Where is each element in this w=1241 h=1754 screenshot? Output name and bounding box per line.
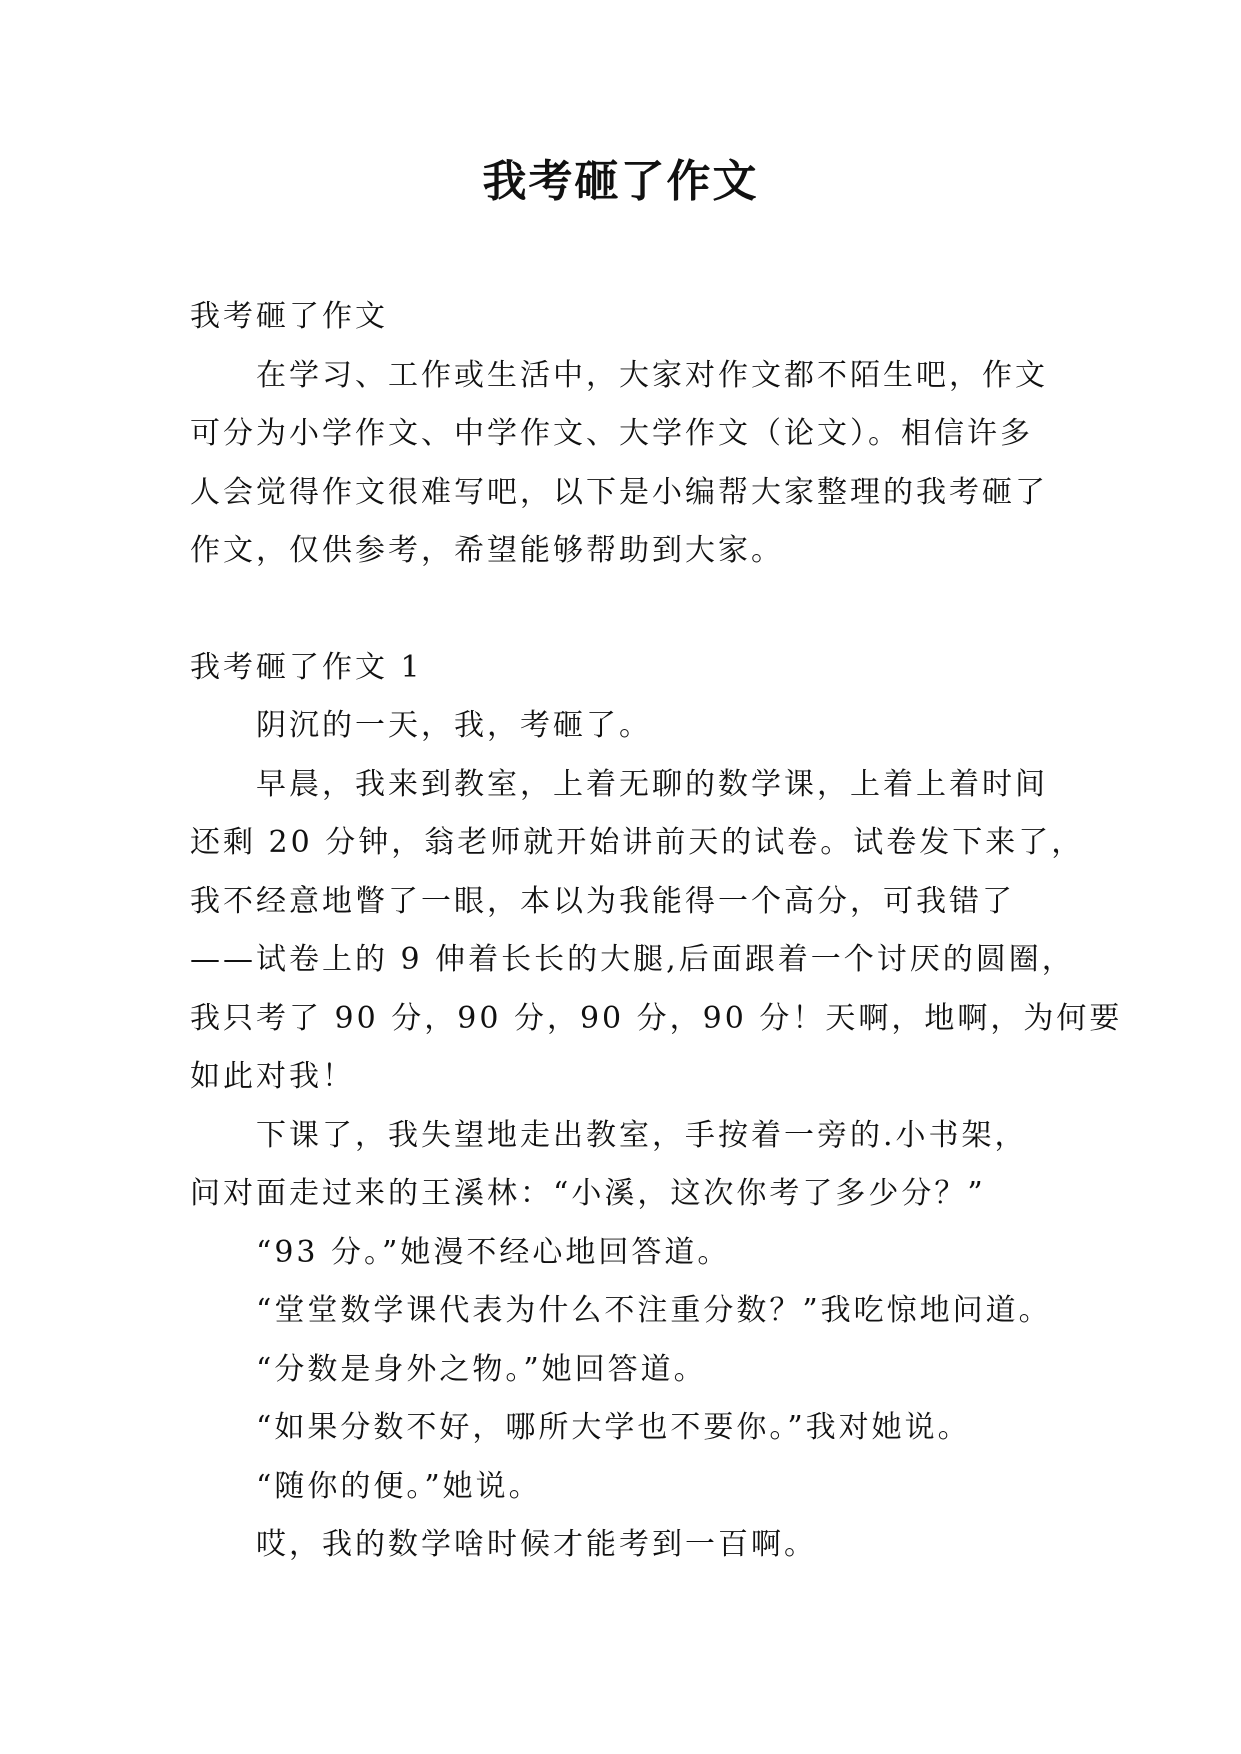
paragraph-line: 如此对我！ [190,1059,355,1094]
dialogue-line: “堂堂数学课代表为什么不注重分数？”我吃惊地问道。 [256,1293,1052,1328]
dialogue-line: “如果分数不好，哪所大学也不要你。”我对她说。 [256,1410,971,1445]
dialogue-line: “93 分。”她漫不经心地回答道。 [256,1234,731,1270]
document-title: 我考砸了作文 [482,156,759,207]
paragraph-line: 问对面走过来的王溪林：“小溪，这次你考了多少分？” [190,1176,986,1211]
dialogue-line: “分数是身外之物。”她回答道。 [256,1351,707,1387]
paragraph-line: 下课了，我失望地走出教室，手按着一旁的.小书架， [256,1117,1028,1153]
paragraph-line: 早晨，我来到教室，上着无聊的数学课，上着上着时间 [256,766,1048,802]
dialogue-line: “随你的便。”她说。 [256,1468,542,1504]
document-body [190,288,1123,1575]
paragraph-line: 我只考了 90 分，90 分，90 分，90 分！天啊，地啊，为何要 [190,1000,1123,1036]
paragraph-spacer [190,581,1070,639]
section-heading: 我考砸了作文 1 [190,649,423,685]
paragraph-line: 作文，仅供参考，希望能够帮助到大家。 [190,533,784,568]
paragraph-line: 还剩 20 分钟，翁老师就开始讲前天的试卷。试卷发下来了， [190,825,1085,860]
paragraph-line: 我不经意地瞥了一眼，本以为我能得一个高分，可我错了 [190,883,1015,919]
paragraph-line: 在学习、工作或生活中，大家对作文都不陌生吧，作文 [256,357,1048,393]
paragraph-line: ——试卷上的 9 伸着长长的大腿,后面跟着一个讨厌的圆圈， [190,942,1075,977]
intro-heading: 我考砸了作文 [190,299,388,334]
paragraph-line: 阴沉的一天，我，考砸了。 [256,708,652,743]
paragraph-line: 可分为小学作文、中学作文、大学作文（论文）。相信许多 [190,416,1033,451]
paragraph-line: 人会觉得作文很难写吧，以下是小编帮大家整理的我考砸了 [190,474,1048,510]
paragraph-line: 哎，我的数学啥时候才能考到一百啊。 [256,1527,817,1562]
